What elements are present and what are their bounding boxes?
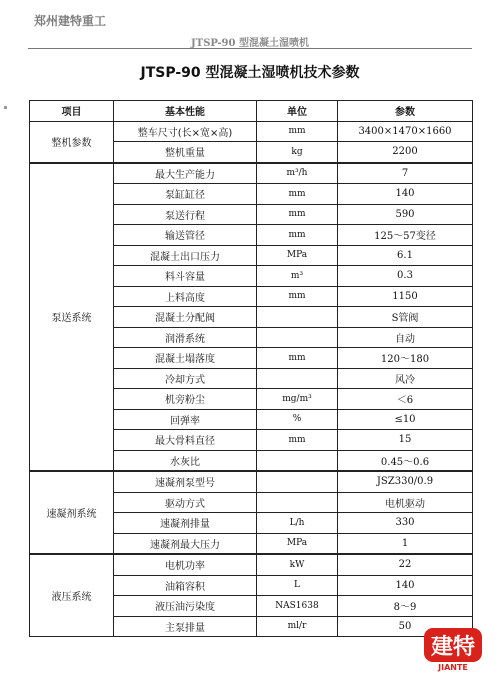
spec-item: 速凝剂泵型号 bbox=[114, 471, 257, 492]
spec-item: 泵送行程 bbox=[114, 204, 257, 225]
spec-value: 140 bbox=[338, 184, 473, 205]
spec-item: 润滑系统 bbox=[114, 327, 257, 348]
spec-item: 机旁粉尘 bbox=[114, 389, 257, 410]
spec-value: 15 bbox=[338, 430, 473, 451]
spec-unit: % bbox=[257, 409, 338, 430]
column-header: 参数 bbox=[338, 101, 473, 122]
spec-unit bbox=[257, 327, 338, 348]
table-header-row bbox=[30, 101, 473, 122]
spec-unit bbox=[257, 492, 338, 513]
spec-unit: L/h bbox=[257, 513, 338, 534]
spec-value: ＜6 bbox=[338, 389, 473, 410]
spec-value: 2200 bbox=[338, 142, 473, 163]
spec-unit: mm bbox=[257, 225, 338, 246]
logo-text: 建特 bbox=[430, 635, 476, 660]
spec-unit: mm bbox=[257, 286, 338, 307]
spec-unit: m³/h bbox=[257, 163, 338, 184]
spec-table bbox=[29, 100, 473, 637]
spec-item: 最大生产能力 bbox=[114, 163, 257, 184]
spec-value: 22 bbox=[338, 554, 473, 575]
spec-value: 6.1 bbox=[338, 245, 473, 266]
spec-table-body bbox=[30, 121, 473, 637]
spec-unit: mm bbox=[257, 121, 338, 142]
spec-item: 输送管径 bbox=[114, 225, 257, 246]
spec-value: 1150 bbox=[338, 286, 473, 307]
spec-item: 整车尺寸(长×宽×高) bbox=[114, 121, 257, 142]
group-label: 速凝剂系统 bbox=[30, 471, 114, 554]
spec-item: 泵缸缸径 bbox=[114, 184, 257, 205]
spec-item: 电机功率 bbox=[114, 554, 257, 575]
spec-item: 最大骨料直径 bbox=[114, 430, 257, 451]
spec-unit: mm bbox=[257, 348, 338, 369]
page-title: JTSP-90 型混凝土湿喷机技术参数 bbox=[140, 65, 360, 81]
spec-value: 50 bbox=[338, 616, 473, 637]
spec-unit: mm bbox=[257, 184, 338, 205]
spec-item: 上料高度 bbox=[114, 286, 257, 307]
spec-unit bbox=[257, 450, 338, 471]
spec-unit: mm bbox=[257, 430, 338, 451]
spec-value: 3400×1470×1660 bbox=[338, 121, 473, 142]
spec-value: 7 bbox=[338, 163, 473, 184]
spec-item: 冷却方式 bbox=[114, 368, 257, 389]
spec-value: 自动 bbox=[338, 327, 473, 348]
table-row bbox=[30, 471, 473, 492]
spec-value: 风冷 bbox=[338, 368, 473, 389]
spec-value: 330 bbox=[338, 513, 473, 534]
spec-value: 140 bbox=[338, 575, 473, 596]
spec-unit: L bbox=[257, 575, 338, 596]
column-header: 单位 bbox=[257, 101, 338, 122]
spec-item: 混凝土塌落度 bbox=[114, 348, 257, 369]
spec-unit bbox=[257, 471, 338, 492]
spec-item: 水灰比 bbox=[114, 450, 257, 471]
company-name: 郑州建特重工 bbox=[34, 14, 107, 28]
spec-value: 1 bbox=[338, 533, 473, 554]
spec-item: 驱动方式 bbox=[114, 492, 257, 513]
spec-value: 590 bbox=[338, 204, 473, 225]
spec-item: 油箱容积 bbox=[114, 575, 257, 596]
spec-item: 主泵排量 bbox=[114, 616, 257, 637]
spec-value: 0.45～0.6 bbox=[338, 450, 473, 471]
spec-unit: MPa bbox=[257, 245, 338, 266]
column-header: 基本性能 bbox=[114, 101, 257, 122]
logo-subtext: JIANTE bbox=[438, 663, 468, 672]
brand-logo bbox=[422, 626, 484, 672]
spec-value: 8～9 bbox=[338, 596, 473, 617]
spec-item: 速凝剂最大压力 bbox=[114, 533, 257, 554]
running-header-title: JTSP-90 型混凝土湿喷机 bbox=[191, 38, 309, 49]
spec-unit: MPa bbox=[257, 533, 338, 554]
spec-unit: mm bbox=[257, 204, 338, 225]
spec-unit: NAS1638 bbox=[257, 596, 338, 617]
table-row bbox=[30, 121, 473, 142]
spec-value: 125～57变径 bbox=[338, 225, 473, 246]
spec-unit bbox=[257, 368, 338, 389]
spec-value: JSZ330/0.9 bbox=[338, 471, 473, 492]
header-divider bbox=[28, 48, 472, 49]
spec-item: 整机重量 bbox=[114, 142, 257, 163]
spec-unit: mg/m³ bbox=[257, 389, 338, 410]
spec-unit: m³ bbox=[257, 266, 338, 287]
table-row bbox=[30, 163, 473, 184]
spec-value: 120～180 bbox=[338, 348, 473, 369]
group-label: 泵送系统 bbox=[30, 163, 114, 472]
spec-unit bbox=[257, 307, 338, 328]
spec-item: 液压油污染度 bbox=[114, 596, 257, 617]
spec-item: 速凝剂排量 bbox=[114, 513, 257, 534]
spec-item: 混凝土出口压力 bbox=[114, 245, 257, 266]
spec-unit: kW bbox=[257, 554, 338, 575]
spec-value: 电机驱动 bbox=[338, 492, 473, 513]
spec-item: 料斗容量 bbox=[114, 266, 257, 287]
table-row bbox=[30, 554, 473, 575]
spec-unit: kg bbox=[257, 142, 338, 163]
group-label: 整机参数 bbox=[30, 121, 114, 163]
spec-item: 回弹率 bbox=[114, 409, 257, 430]
text-cursor-mark bbox=[4, 106, 7, 109]
column-header: 项目 bbox=[30, 101, 114, 122]
group-label: 液压系统 bbox=[30, 554, 114, 637]
spec-value: S管阀 bbox=[338, 307, 473, 328]
spec-value: 0.3 bbox=[338, 266, 473, 287]
spec-value: ≤10 bbox=[338, 409, 473, 430]
spec-unit: ml/r bbox=[257, 616, 338, 637]
spec-item: 混凝土分配阀 bbox=[114, 307, 257, 328]
